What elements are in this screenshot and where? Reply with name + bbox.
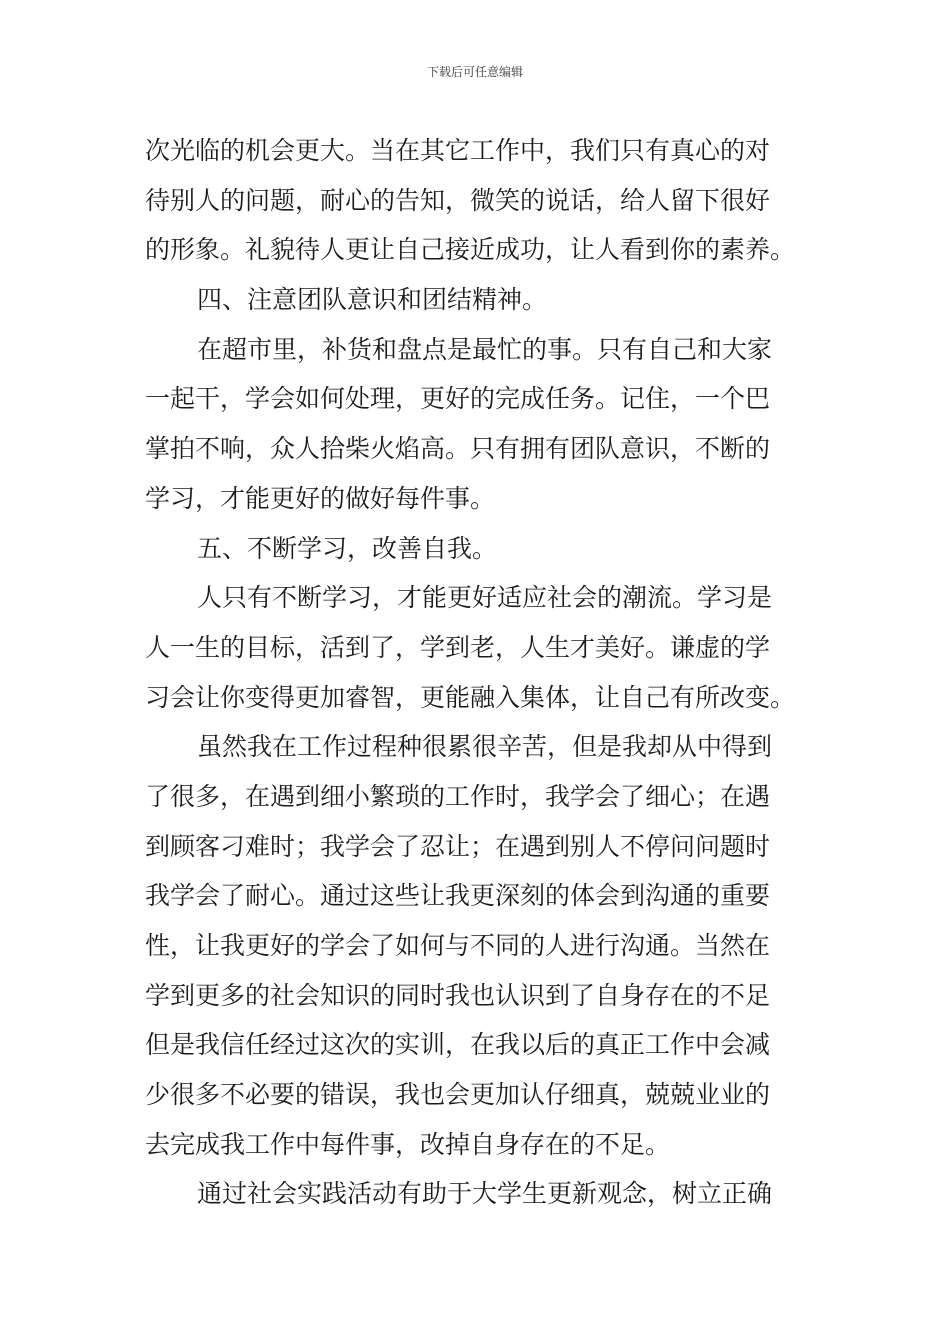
text-line: 但是我信任经过这次的实训，在我以后的真正工作中会减 <box>145 1030 771 1060</box>
text-line: 虽然我在工作过程种很累很辛苦，但是我却从中得到 <box>197 732 773 762</box>
text-line: 了很多，在遇到细小繁琐的工作时，我学会了细心；在遇 <box>145 781 771 811</box>
text-line: 次光临的机会更大。当在其它工作中，我们只有真心的对 <box>145 136 771 165</box>
text-line: 学到更多的社会知识的同时我也认识到了自身存在的不足 <box>145 980 771 1010</box>
text-line: 掌拍不响，众人拾柴火焰高。只有拥有团队意识，不断的 <box>145 434 771 464</box>
text-line: 我学会了耐心。通过这些让我更深刻的体会到沟通的重要 <box>145 881 771 911</box>
text-line: 习会让你变得更加睿智，更能融入集体，让自己有所改变。 <box>145 682 796 712</box>
text-line: 到顾客刁难时；我学会了忍让；在遇到别人不停问问题时 <box>145 831 771 861</box>
text-line: 五、不断学习，改善自我。 <box>197 533 498 563</box>
text-line: 通过社会实践活动有助于大学生更新观念，树立正确 <box>197 1179 773 1209</box>
text-line: 在超市里，补货和盘点是最忙的事。只有自己和大家 <box>197 334 773 364</box>
text-line: 的形象。礼貌待人更让自己接近成功，让人看到你的素养。 <box>145 235 796 265</box>
text-line: 性，让我更好的学会了如何与不同的人进行沟通。当然在 <box>145 931 771 960</box>
text-line: 学习，才能更好的做好每件事。 <box>145 483 496 513</box>
page-header: 下载后可任意编辑 <box>426 65 523 79</box>
body-text <box>145 126 807 1219</box>
text-line: 待别人的问题，耐心的告知，微笑的说话，给人留下很好 <box>145 185 771 215</box>
text-line: 人一生的目标，活到了，学到老，人生才美好。谦虚的学 <box>145 632 771 662</box>
text-line: 四、注意团队意识和团结精神。 <box>197 285 548 315</box>
text-line: 人只有不断学习，才能更好适应社会的潮流。学习是 <box>197 583 773 613</box>
text-line: 去完成我工作中每件事，改掉自身存在的不足。 <box>145 1129 671 1159</box>
text-line: 少很多不必要的错误，我也会更加认仔细真，兢兢业业的 <box>145 1080 771 1110</box>
text-line: 一起干，学会如何处理，更好的完成任务。记住，一个巴 <box>145 384 771 414</box>
